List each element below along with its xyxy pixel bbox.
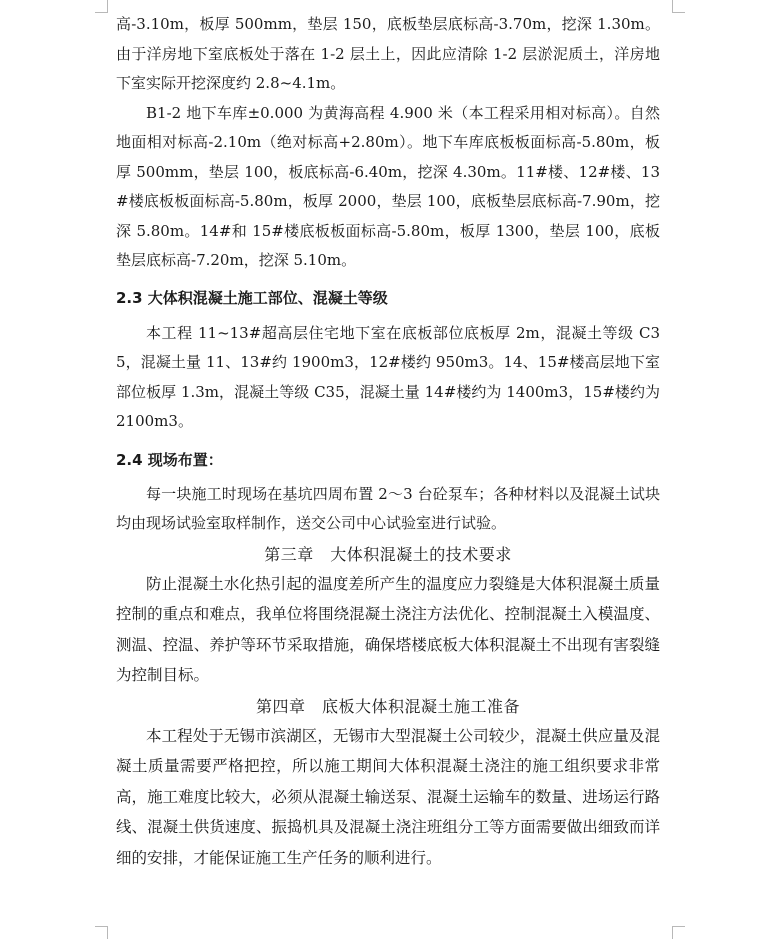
crop-mark-bottom-right: [672, 926, 685, 939]
section-heading-2-4: 2.4 现场布置：: [116, 450, 223, 469]
paragraph-concrete-grade: 本工程 11~13#超高层住宅地下室在底板部位底板厚 2m，混凝土等级 C35，混凝土量 11、13#约 1900m3，12#楼约 950m3。14、15#楼高层地下室部位板厚 1.3m，混凝土等级 C35，混凝土量 14#楼约为 1400m3，15#楼约为 2100m3。: [116, 323, 660, 430]
paragraph-construction-preparation: 本工程处于无锡市滨湖区，无锡市大型混凝土公司较少，混凝土供应量及混凝土质量需要严格把控，所以施工期间大体积混凝土浇注的施工组织要求非常高，施工难度比较大，必须从混凝土输送泵、混凝土运输车的数量、进场运行路线、混凝土供货速度、振捣机具及混凝土浇注班组分工等方面需要做出细致而详细的安排，才能保证施工生产任务的顺利进行。: [116, 726, 660, 867]
crop-mark-top-left: [95, 0, 108, 13]
chapter-heading-3: 第三章 大体积混凝土的技术要求: [264, 544, 512, 564]
crop-mark-top-right: [672, 0, 685, 13]
chapter-heading-4: 第四章 底板大体积混凝土施工准备: [255, 696, 520, 716]
paragraph-technical-requirements: 防止混凝土水化热引起的温度差所产生的温度应力裂缝是大体积混凝土质量控制的重点和难点，我单位将围绕混凝土浇注方法优化、控制混凝土入模温度、测温、控温、养护等环节采取措施，确保塔楼底板大体积混凝土不出现有害裂缝为控制目标。: [116, 574, 660, 684]
document-body: [116, 10, 660, 873]
section-heading-2-3: 2.3 大体积混凝土施工部位、混凝土等级: [116, 288, 388, 307]
paragraph-site-layout: 每一块施工时现场在基坑四周布置 2～3 台砼泵车；各种材料以及混凝土试块均由现场试验室取样制作，送交公司中心试验室进行试验。: [116, 484, 660, 532]
paragraph-garage-elevations: B1-2 地下车库±0.000 为黄海高程 4.900 米（本工程采用相对标高）。自然地面相对标高-2.10m（绝对标高+2.80m）。地下车库底板板面标高-5.80m，板厚 500mm，垫层 100，板底标高-6.40m，挖深 4.30m。11#楼、12#楼、13#楼底板板面标高-5.80m，板厚 2000，垫层 100，底板垫层底标高-7.90m，挖深 5.80m。14#和 15#楼底板板面标高-5.80m，板厚 1300，垫层 100，底板垫层底标高-7.20m，挖深 5.10m。: [116, 103, 660, 269]
paragraph-excavation-villa: 高-3.10m，板厚 500mm，垫层 150，底板垫层底标高-3.70m，挖深 1.30m。由于洋房地下室底板处于落在 1-2 层土上，因此应清除 1-2 层淤泥质土，洋房地下室实际开挖深度约 2.8~4.1m。: [116, 15, 660, 92]
crop-mark-bottom-left: [95, 926, 108, 939]
